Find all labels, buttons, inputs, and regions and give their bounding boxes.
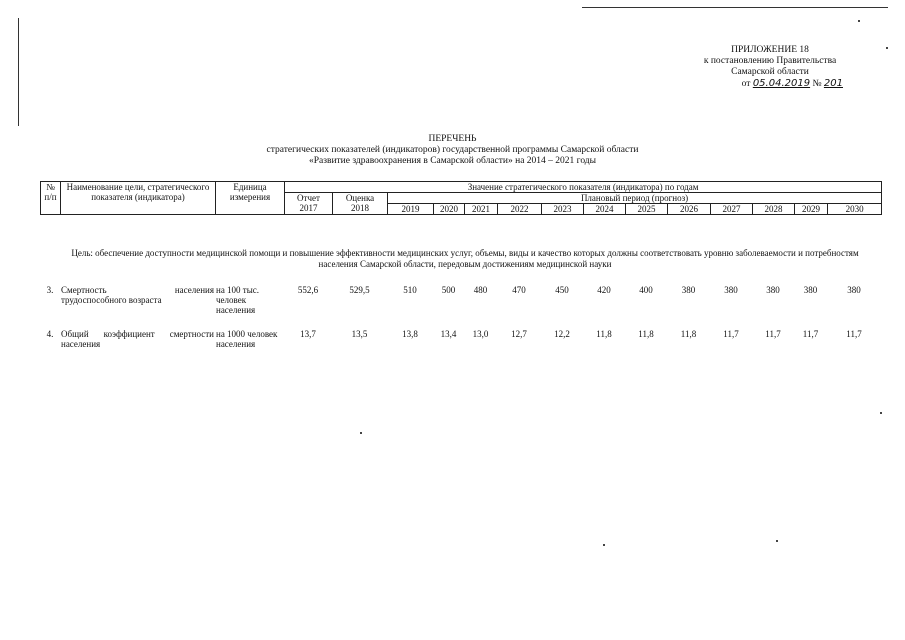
estimate-year: 2018 <box>351 203 369 213</box>
date-prefix: от <box>741 79 751 89</box>
row-value: 380 <box>681 285 696 295</box>
row-num: 4. <box>46 329 54 339</box>
row-value: 470 <box>512 285 526 295</box>
row-value: 11,7 <box>765 329 781 339</box>
number-value: 201 <box>823 78 843 89</box>
appendix-resolution: к постановлению Правительства <box>703 56 837 66</box>
appendix-date-line <box>685 78 855 90</box>
scan-speck <box>360 432 362 434</box>
row-value: 11,7 <box>846 329 862 339</box>
table-row <box>40 329 881 349</box>
row-value: 11,8 <box>638 329 654 339</box>
title-heading: ПЕРЕЧЕНЬ <box>428 134 477 144</box>
title-line2: стратегических показателей (индикаторов) государственной программы Самарской области <box>266 145 639 155</box>
header-unit: Единица измерения <box>216 182 285 215</box>
plan-year: 2027 <box>711 204 753 215</box>
row-value: 420 <box>597 285 611 295</box>
plan-year: 2030 <box>828 204 882 215</box>
plan-year: 2021 <box>465 204 498 215</box>
row-value: 400 <box>639 285 653 295</box>
report-label: Отчет <box>297 193 320 203</box>
row-num: 3. <box>46 285 54 295</box>
scan-speck <box>603 544 605 546</box>
row-value: 12,7 <box>511 329 527 339</box>
plan-year: 2020 <box>434 204 465 215</box>
appendix-region: Самарской области <box>731 67 809 77</box>
plan-year: 2025 <box>626 204 668 215</box>
plan-year: 2028 <box>753 204 795 215</box>
row-value: 380 <box>766 285 780 295</box>
row-unit: на 1000 человек населения <box>216 329 278 349</box>
title-line3: «Развитие здравоохранения в Самарской области» на 2014 – 2021 годы <box>308 156 597 166</box>
row-name: Смертность населения трудоспособного возраста <box>61 285 214 305</box>
row-value: 480 <box>473 285 488 295</box>
row-value: 13,4 <box>440 329 457 339</box>
appendix-block <box>685 45 855 90</box>
row-value: 11,8 <box>596 329 612 339</box>
row-value: 500 <box>441 285 456 295</box>
plan-year: 2023 <box>542 204 584 215</box>
row-unit: на 100 тыс. человек населения <box>216 285 260 315</box>
row-value: 12,2 <box>554 329 570 339</box>
row-name: Общий коэффициент смертности населения <box>61 329 214 349</box>
row-value: 13,5 <box>351 329 368 339</box>
row-value: 13,0 <box>472 329 489 339</box>
row-value: 13,7 <box>300 329 316 339</box>
date-value: 05.04.2019 <box>752 78 811 89</box>
appendix-title: ПРИЛОЖЕНИЕ 18 <box>731 45 809 55</box>
header-plan: Плановый период (прогноз) <box>388 193 882 204</box>
document-title <box>0 134 905 167</box>
row-value: 11,7 <box>802 329 819 339</box>
scan-speck <box>880 412 882 414</box>
header-values: Значение стратегического показателя (индикатора) по годам <box>285 182 882 193</box>
scan-speck <box>886 47 888 49</box>
row-value: 11,8 <box>680 329 697 339</box>
plan-year: 2024 <box>584 204 626 215</box>
row-value: 13,8 <box>402 329 418 339</box>
header-num: № п/п <box>41 182 61 215</box>
header-estimate <box>333 193 388 215</box>
scan-margin-line <box>18 18 19 126</box>
scan-speck <box>776 540 778 542</box>
indicators-data-table <box>40 285 881 349</box>
row-value: 552,6 <box>297 285 319 295</box>
indicators-header-table <box>40 181 882 215</box>
row-spacer <box>40 315 881 329</box>
row-value: 529,5 <box>349 285 370 295</box>
number-prefix: № <box>812 79 822 89</box>
estimate-label: Оценка <box>345 193 375 203</box>
plan-year: 2026 <box>668 204 711 215</box>
row-value: 380 <box>847 285 861 295</box>
row-value: 510 <box>403 285 417 295</box>
header-name: Наименование цели, стратегического показателя (индикатора) <box>61 182 216 215</box>
row-value: 450 <box>555 285 569 295</box>
report-year: 2017 <box>299 203 318 213</box>
row-value: 380 <box>803 285 818 295</box>
header-report <box>285 193 333 215</box>
plan-year: 2019 <box>388 204 434 215</box>
row-value: 11,7 <box>723 329 739 339</box>
scan-top-line <box>582 7 888 8</box>
row-value: 380 <box>724 285 738 295</box>
scan-speck <box>858 20 860 22</box>
plan-year: 2029 <box>795 204 828 215</box>
goal-text: Цель: обеспечение доступности медицинской помощи и повышение эффективности медицинских услуг, объемы, виды и качество которых должны соответствовать уровню заболеваемости и потребностям населения Самарской области, передовым достижениям медицинской науки <box>71 248 859 269</box>
table-row <box>40 285 881 315</box>
plan-year: 2022 <box>498 204 542 215</box>
